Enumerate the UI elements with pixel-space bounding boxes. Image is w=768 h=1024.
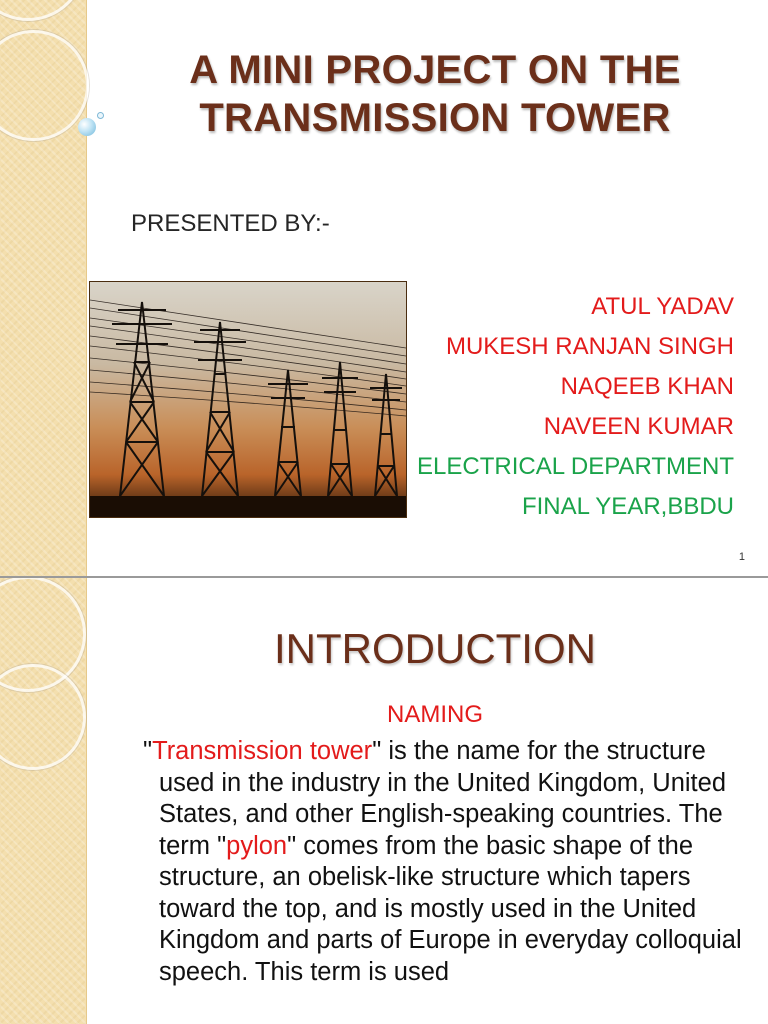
slide-2 [0,578,768,1024]
quote-mark: " [143,737,153,765]
department-clip [406,447,734,487]
decorative-side-band [0,578,87,1024]
bubble-icon [78,118,96,136]
highlight-term: pylon [226,831,288,860]
presenter-name: NAVEEN KUMAR [543,413,734,440]
transmission-towers-photo [89,281,407,518]
department-label: ELECTRICAL DEPARTMENT [417,453,734,480]
slide-number: 1 [738,551,745,563]
title-line-2: TRANSMISSION TOWER [199,96,671,140]
presenter-name: NAQEEB KHAN [560,373,734,400]
highlight-term: Transmission tower [152,737,373,765]
naming-subtitle: NAMING [387,701,483,728]
presenter-name: ATUL YADAV [591,293,734,320]
presenter-list [374,287,734,447]
year-label: FINAL YEAR,BBDU [521,493,734,520]
ring-icon [0,664,86,770]
ring-icon [0,30,89,141]
presented-by-label: PRESENTED BY:- [131,210,330,237]
intro-title: INTRODUCTION [274,625,596,672]
presenter-name: MUKESH RANJAN SINGH [445,333,734,360]
paragraph-text: " is the name for the structure used in the industry in the United Kingdom, United States, and other English-speaking countries. The term " [159,737,727,860]
paragraph-text: " comes from the basic shape of the structure, an obelisk-like structure which tapers toward the top, and is mostly used in the United Kingdom and parts of Europe in everyday colloquial speech. This term is used [159,831,742,986]
intro-paragraph [143,736,748,988]
bubble-icon [97,112,104,119]
slide-title [110,46,760,142]
decorative-side-band [0,0,87,576]
ring-icon [0,0,86,21]
title-line-1: A MINI PROJECT ON THE [189,48,681,92]
